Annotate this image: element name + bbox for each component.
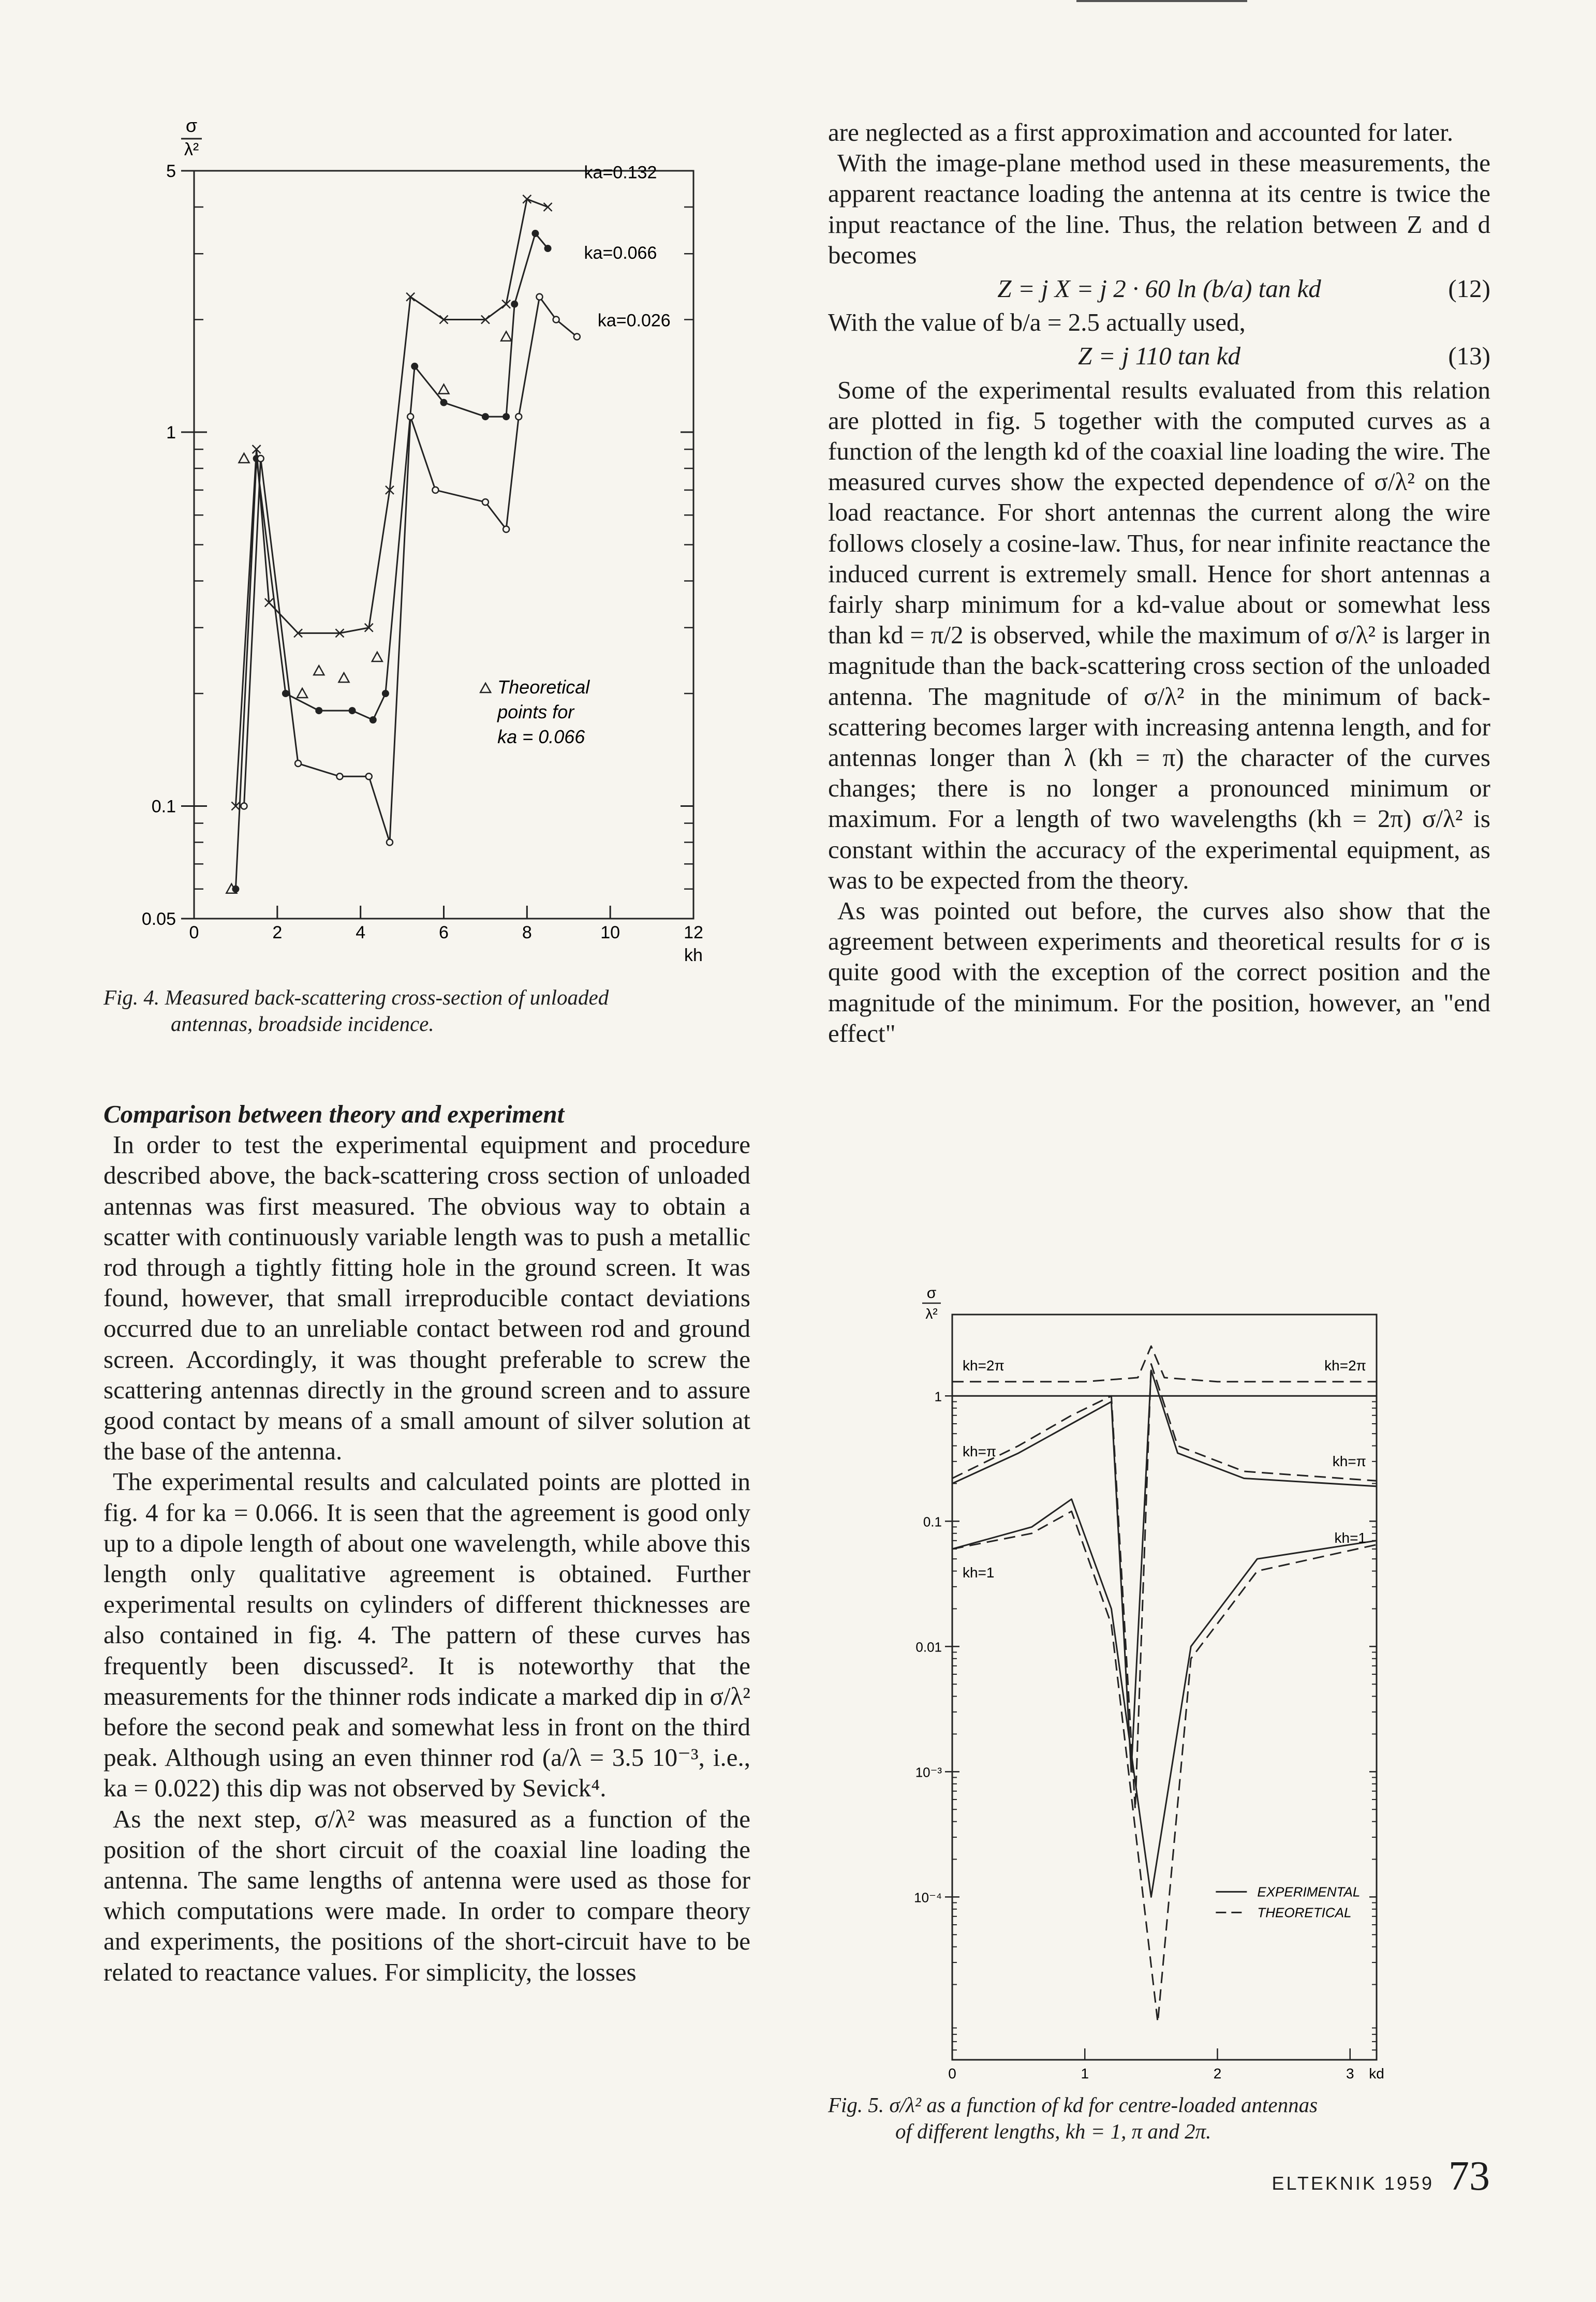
fig4-point: [432, 487, 438, 493]
fig4-theoretical-point: [501, 332, 511, 341]
fig4-caption-line1: Measured back-scattering cross-section of unloaded: [165, 985, 609, 1009]
fig4-point: [515, 414, 522, 420]
fig5-series-line: [952, 1346, 1377, 1382]
fig4-point: [241, 803, 247, 809]
fig5-series-line: [952, 1364, 1377, 1810]
fig4-y-label-sigma: σ: [185, 115, 198, 136]
fig4-theoretical-point: [439, 385, 449, 394]
fig5-x-label: kd: [1369, 2065, 1384, 2082]
fig4-note-text: points for: [497, 701, 574, 723]
fig4-point: [553, 317, 559, 323]
fig4-point: [440, 399, 448, 406]
fig5-x-tick-label: 1: [1081, 2065, 1089, 2082]
fig4-point: [574, 334, 580, 340]
fig4-theoretical-point: [339, 673, 349, 682]
fig4-note-marker: [480, 683, 491, 692]
fig5-series-line: [952, 1511, 1377, 2022]
top-rule: [1076, 0, 1247, 2]
fig5-y-label: λ²: [925, 1306, 938, 1322]
fig4-point: [282, 690, 289, 697]
fig4-series-label: ka=0.132: [584, 163, 657, 183]
fig5-x-tick-label: 3: [1346, 2065, 1354, 2082]
fig4-point: [411, 363, 418, 370]
fig5-y-tick-label: 10⁻³: [915, 1764, 942, 1780]
page-footer: [1272, 2153, 1490, 2200]
fig4-point: [258, 455, 264, 462]
fig4-note-text: ka = 0.066: [497, 726, 585, 748]
fig4-theoretical-point: [372, 652, 382, 661]
fig4-x-tick-label: 4: [356, 923, 366, 942]
fig4-point: [370, 716, 377, 724]
fig4-point: [544, 203, 552, 211]
fig5-x-ticks: [948, 2048, 1384, 2082]
fig4-series-label: ka=0.026: [597, 311, 671, 331]
figure-4: [129, 109, 730, 983]
fig5-legend-label: EXPERIMENTAL: [1257, 1884, 1361, 1900]
fig5-x-tick-label: 0: [948, 2065, 956, 2082]
left-paragraph-2: The experimental results and calculated points are plotted in fig. 4 for ka = 0.066. It is seen that the agreement is good only up to a dipole length of about one wavelength, while above this length only qualitative agreement is obtained. Further experimental results on cylinders of different thicknesses are also contained in fig. 4. The pattern of these curves has frequently been discussed². It is noteworthy that the measurements for the thinner rods indicate a marked dip in σ/λ² before the second peak and somewhat less in front on the third peak. Although using an even thinner rod (a/λ = 3.5 10⁻³, i.e., ka = 0.022) this dip was not observed by Sevick⁴.: [104, 1467, 750, 1803]
right-paragraph-3: With the value of b/a = 2.5 actually used,: [828, 308, 1246, 337]
fig5-y-label-sigma: σ: [926, 1285, 937, 1302]
fig4-point: [482, 499, 489, 505]
equation-12-body: Z = j X = j 2 · 60 ln (b/a) tan kd: [997, 274, 1321, 303]
fig4-x-tick-label: 12: [684, 923, 703, 942]
equation-13-number: (13): [1448, 342, 1490, 371]
fig5-y-tick-label: 0.01: [915, 1639, 942, 1655]
fig5-curve-label: kh=1: [963, 1565, 995, 1581]
right-paragraph-4: Some of the experimental results evaluated from this relation are plotted in fig. 5 together with the computed curves as a function of the length kd of the coaxial line loading the wire. The measured curves show the expected dependence of σ/λ² on the load reactance. For short antennas the current along the wire follows closely a cosine-law. Thus, for near infinite reactance the induced current is extremely small. Hence for short antennas a fairly sharp minimum for a kd-value about or somewhat less than kd = π/2 is observed, while the maximum of σ/λ² is larger in magnitude than the back-scattering cross section of the unloaded antenna. The magnitude of σ/λ² in the minimum of back-scattering becomes larger with increasing antenna length, and for antennas longer than λ (kh = π) the character of the curves changes; there is no longer a pronounced minimum or maximum. For a length of two wavelengths (kh = 2π) σ/λ² is constant within the accuracy of the experimental equipment, as was to be expected from the theory.: [828, 375, 1490, 894]
fig4-theoretical-point: [297, 688, 307, 698]
fig4-point: [387, 839, 393, 846]
fig4-x-label: kh: [684, 946, 703, 965]
figure-4-plot: [129, 109, 730, 983]
fig4-x-tick-label: 2: [272, 923, 283, 942]
fig4-caption-num: Fig. 4.: [104, 985, 160, 1009]
equation-13: [828, 341, 1490, 371]
fig4-note-text: Theoretical: [497, 676, 590, 698]
fig5-x-tick-label: 2: [1213, 2065, 1222, 2082]
fig4-series-line: [244, 297, 577, 843]
figure-5: [895, 1283, 1444, 2091]
fig4-point: [511, 301, 518, 308]
fig4-point: [503, 526, 509, 533]
fig4-x-tick-label: 0: [189, 923, 199, 942]
fig4-y-ticks: [142, 161, 693, 929]
fig5-series: [952, 1346, 1377, 2022]
left-paragraph-1: In order to test the experimental equipment and procedure described above, the back-scattering cross section of unloaded antennas was first measured. The obvious way to obtain a scatter with continuously variable length was to push a metallic rod through a tightly fitting hole in the ground screen. It was found, however, that small irreproducible contact deviations occurred due to an unreliable contact between rod and ground screen. Accordingly, it was thought preferable to screw the scattering antennas directly in the ground screen and to assure good contact by means of a small amount of silver solution at the base of the antenna.: [104, 1130, 750, 1466]
fig4-x-ticks: [189, 906, 703, 965]
fig4-point: [407, 414, 413, 420]
fig5-labels: [963, 1357, 1366, 1920]
page-number: 73: [1449, 2153, 1490, 2199]
fig4-y-tick-label: 1: [166, 423, 176, 443]
fig5-y-tick-label: 1: [934, 1389, 942, 1405]
fig4-point: [349, 707, 356, 714]
fig4-caption-line2: antennas, broadside incidence.: [171, 1012, 434, 1036]
figure-4-caption: [104, 984, 750, 1037]
left-column-text: [104, 1099, 750, 1987]
fig5-caption-num: Fig. 5.: [828, 2093, 884, 2117]
fig5-curve-label: kh=π: [963, 1443, 997, 1459]
fig4-y-tick-label: 0.05: [141, 909, 176, 929]
figure-5-plot: [895, 1283, 1444, 2091]
fig5-series-line: [952, 1370, 1377, 1772]
fig5-curve-label: kh=π: [1332, 1453, 1366, 1470]
section-heading: Comparison between theory and experiment: [104, 1100, 565, 1128]
fig5-caption-line1: σ/λ² as a function of kd for centre-loaded antennas: [889, 2093, 1318, 2117]
equation-12: [828, 273, 1490, 304]
equation-13-body: Z = j 110 tan kd: [1078, 342, 1240, 371]
fig4-point: [366, 773, 372, 779]
fig5-legend-label: THEORETICAL: [1257, 1905, 1352, 1921]
figure-5-caption: [828, 2092, 1490, 2145]
fig5-caption-line2: of different lengths, kh = 1, π and 2π.: [895, 2119, 1211, 2143]
fig4-point: [336, 773, 343, 779]
fig4-labels: [480, 163, 671, 747]
fig4-point: [295, 760, 301, 766]
fig4-theoretical-point: [314, 666, 324, 675]
fig4-plot-frame: [194, 171, 693, 919]
right-paragraph-5: As was pointed out before, the curves also show that the agreement between experiments and theoretical results for σ is quite good with the exception of the correct position and the magnitude of the minimum. For the position, however, an "end effect": [828, 896, 1490, 1047]
fig4-point: [315, 707, 322, 714]
fig4-y-label: λ²: [184, 140, 199, 159]
fig5-y-tick-label: 0.1: [923, 1514, 942, 1530]
right-column-text: [828, 117, 1490, 1049]
fig4-y-tick-label: 0.1: [151, 796, 176, 817]
fig5-curve-label: kh=2π: [1324, 1357, 1366, 1374]
fig4-series: [226, 195, 580, 893]
equation-12-number: (12): [1448, 274, 1490, 303]
fig5-y-tick-label: 10⁻⁴: [914, 1890, 942, 1906]
fig4-point: [382, 690, 389, 697]
fig4-point: [531, 230, 539, 237]
journal-name: ELTEKNIK 1959: [1272, 2173, 1434, 2194]
fig5-curve-label: kh=2π: [963, 1357, 1004, 1374]
right-paragraph-2: With the image-plane method used in these measurements, the apparent reactance loading the antenna at its centre is twice the input reactance of the line. Thus, the relation between Z and d becomes: [828, 149, 1490, 269]
fig5-curve-label: kh=1: [1334, 1530, 1366, 1546]
fig4-x-tick-label: 8: [522, 923, 532, 942]
fig4-point: [482, 413, 489, 420]
fig4-series-label: ka=0.066: [584, 243, 657, 263]
fig4-x-tick-label: 6: [439, 923, 449, 942]
fig4-point: [544, 245, 552, 252]
fig4-theoretical-point: [239, 453, 249, 463]
fig4-point: [503, 413, 510, 420]
fig4-point: [536, 294, 542, 300]
fig4-x-tick-label: 10: [600, 923, 620, 942]
right-paragraph-1: are neglected as a first approximation and accounted for later.: [828, 118, 1454, 146]
fig4-y-tick-label: 5: [166, 161, 176, 181]
left-paragraph-3: As the next step, σ/λ² was measured as a function of the position of the short circuit of the coaxial line loading the antenna. The same lengths of antenna were used as those for which computations were made. In order to compare theory and experiments, the positions of the short-circuit have to be related to reactance values. For simplicity, the losses: [104, 1804, 750, 1986]
